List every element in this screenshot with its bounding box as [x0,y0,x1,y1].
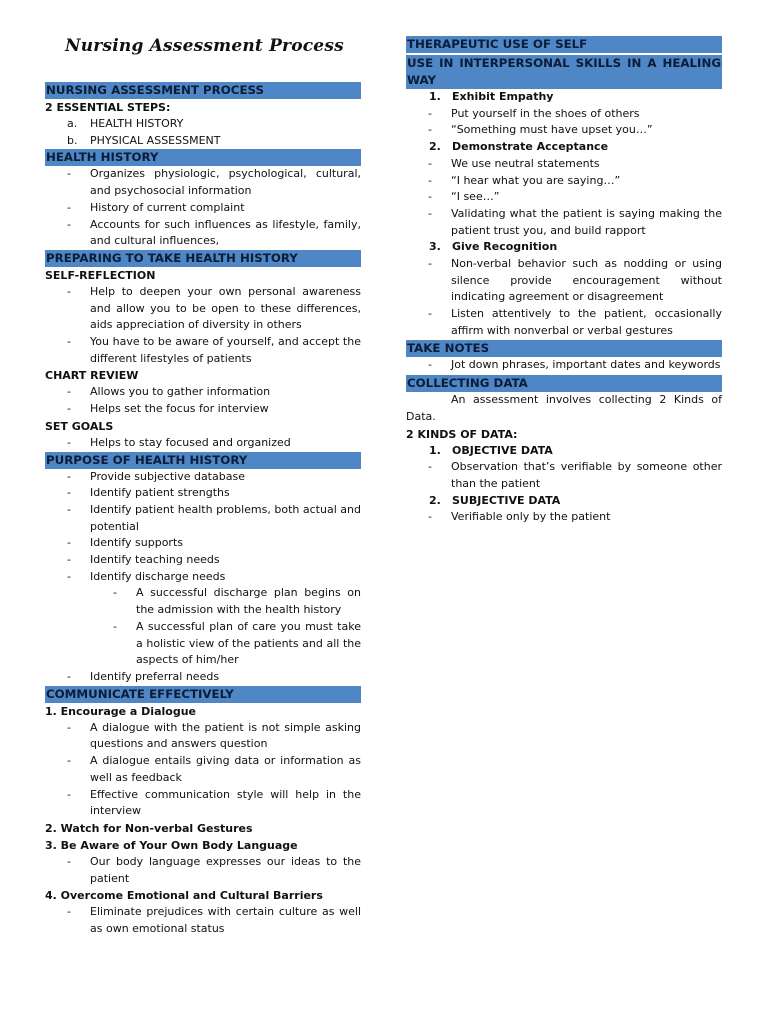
list-item: - History of current complaint [45,200,361,217]
list-item: - Identify supports [45,535,361,552]
purpose-list [45,469,361,586]
list-item: - “Something must have upset you…” [406,122,722,139]
list-item: - Our body language expresses our ideas to the patient [45,854,361,887]
list-item: - Allows you to gather information [45,384,361,401]
list-item: - Helps set the focus for interview [45,401,361,418]
list-item: - A dialogue entails giving data or information as well as feedback [45,753,361,786]
chart-review-label: CHART REVIEW [45,369,139,383]
subjective-data-list [406,509,722,526]
list-item: b. PHYSICAL ASSESSMENT [67,133,221,147]
objective-data-heading: 1. OBJECTIVE DATA [429,443,553,457]
list-item: - Observation that’s verifiable by someone other than the patient [406,459,722,492]
list-item: - Accounts for such influences as lifestyle, family, and cultural influences, [45,217,361,250]
subjective-data-heading: 2. SUBJECTIVE DATA [429,493,561,507]
section-heading-interpersonal: USE IN INTERPERSONAL SKILLS IN A HEALING WAY [407,56,721,87]
section-heading-take-notes: TAKE NOTES [406,340,722,357]
list-item: - Identify preferral needs [45,669,361,686]
point-nonverbal: 2. Watch for Non-verbal Gestures [45,821,253,835]
section-heading-health-history: HEALTH HISTORY [45,149,361,166]
empathy-list [406,106,722,139]
set-goals-list [45,435,361,452]
list-item: - Validating what the patient is saying making the patient trust you, and build rapport [406,206,722,239]
purpose-list-tail [45,669,361,686]
recognition-list [406,256,722,340]
point-encourage-dialogue: 1. Encourage a Dialogue [45,704,196,718]
dialogue-list [45,720,361,820]
empathy-heading: 1. Exhibit Empathy [429,90,554,103]
list-item: - Help to deepen your own personal awareness and allow you to be open to these differences, aids appreciation of diversity in others [45,284,361,334]
list-item: - We use neutral statements [406,156,722,173]
list-item: - Eliminate prejudices with certain culture as well as own emotional status [45,904,361,937]
list-item: - “I see…” [406,189,722,206]
section-heading-therapeutic: THERAPEUTIC USE OF SELF [406,36,722,53]
set-goals-label: SET GOALS [45,419,114,433]
right-column [406,36,722,526]
self-reflection-label: SELF-REFLECTION [45,268,156,282]
list-item: - Jot down phrases, important dates and keywords [406,357,722,374]
essential-steps-list [45,116,361,149]
list-item: - You have to be aware of yourself, and accept the different lifestyles of patients [45,334,361,367]
list-item: - Listen attentively to the patient, occasionally affirm with nonverbal or verbal gestures [406,306,722,339]
kinds-of-data-lead: 2 KINDS OF DATA: [406,427,518,441]
list-item: - Identify teaching needs [45,552,361,569]
document-title: Nursing Assessment Process [65,36,344,56]
left-column [45,82,361,938]
list-item: - Put yourself in the shoes of others [406,106,722,123]
acceptance-heading: 2. Demonstrate Acceptance [429,140,609,154]
list-item: - Provide subjective database [45,469,361,486]
acceptance-list [406,156,722,240]
list-item: - “I hear what you are saying…” [406,173,722,190]
section-heading-collecting-data: COLLECTING DATA [406,375,722,392]
list-item: - Verifiable only by the patient [406,509,722,526]
body-language-list [45,854,361,887]
list-item: - Identify patient strengths [45,485,361,502]
point-barriers: 4. Overcome Emotional and Cultural Barriers [45,889,323,903]
list-item: - Identify discharge needs [45,569,361,586]
health-history-list [45,166,361,250]
recognition-heading: 3. Give Recognition [429,240,558,254]
list-item: - A successful plan of care you must take a holistic view of the patients and all the aspects of him/her [45,619,361,669]
chart-review-list [45,384,361,417]
objective-data-list [406,459,722,492]
list-item: - Helps to stay focused and organized [45,435,361,452]
take-notes-list [406,357,722,374]
list-item: - Non-verbal behavior such as nodding or using silence provide encouragement without indicating agreement or disagreement [406,256,722,306]
discharge-nested-list [45,585,361,669]
list-item: - A dialogue with the patient is not simple asking questions and answers question [45,720,361,753]
self-reflection-list [45,284,361,368]
section-heading-purpose: PURPOSE OF HEALTH HISTORY [45,452,361,469]
list-item: - Effective communication style will help in the interview [45,787,361,820]
section-heading-nursing-assessment: NURSING ASSESSMENT PROCESS [45,82,361,99]
list-item: - Identify patient health problems, both actual and potential [45,502,361,535]
list-item: - Organizes physiologic, psychological, cultural, and psychosocial information [45,166,361,199]
point-body-language: 3. Be Aware of Your Own Body Language [45,838,298,852]
essential-steps-lead: 2 ESSENTIAL STEPS: [45,101,171,114]
list-item: a. HEALTH HISTORY [67,117,184,130]
collecting-data-intro: An assessment involves collecting 2 Kinds of Data. [406,393,722,423]
list-item: - A successful discharge plan begins on the admission with the health history [45,585,361,618]
section-heading-preparing: PREPARING TO TAKE HEALTH HISTORY [45,250,361,267]
section-heading-communicate: COMMUNICATE EFFECTIVELY [45,686,361,703]
barriers-list [45,904,361,937]
